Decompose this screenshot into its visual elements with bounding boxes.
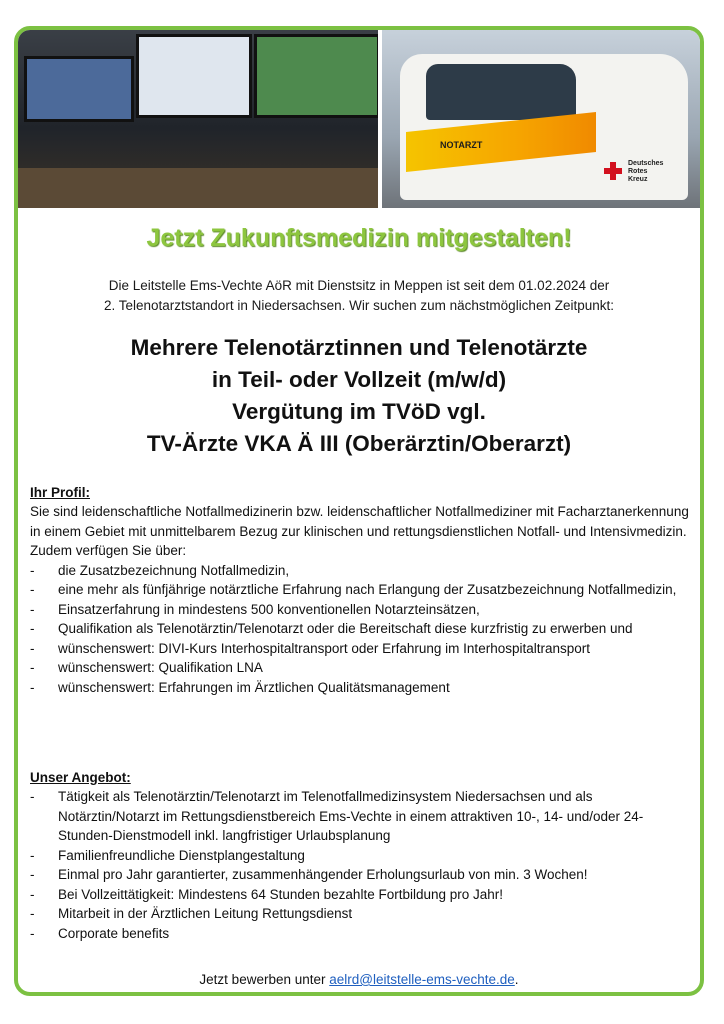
intro-text [38,276,680,316]
offer-section [30,768,690,943]
list-item: - wünschenswert: DIVI-Kurs Interhospitaltransport oder Erfahrung im Interhospitaltransport [30,640,590,656]
intro-line-2: 2. Telenotarztstandort in Niedersachsen. Wir suchen zum nächstmöglichen Zeitpunkt: [103,298,614,313]
list-item: - Familienfreundliche Dienstplangestaltung [30,847,305,863]
job-title-line-3: Vergütung im TVöD vgl. [232,399,486,424]
desk [18,168,378,208]
apply-footer [18,972,700,987]
email-link[interactable]: aelrd@leitstelle-ems-vechte.de [329,972,515,987]
monitor-3 [254,34,378,118]
headline: Jetzt Zukunftsmedizin mitgestalten! [146,224,572,252]
ambulance-photo [382,30,700,208]
job-title-line-1: Mehrere Telenotärztinnen und Telenotärzte [130,335,588,360]
monitor-2 [136,34,252,118]
profile-text: Sie sind leidenschaftliche Notfallmedizinerin bzw. leidenschaftlicher Notfallmediziner mit Facharztanerkennung in einem Gebiet mit unmittelbarem Bezug zur klinischen und rettungsdienstlichen Notfall- und Intensivmedizin. Zudem verfügen Sie über: [30,504,689,558]
list-item: - Einmal pro Jahr garantierter, zusammenhängender Erholungsurlaub von min. 3 Wochen! [30,867,588,882]
list-item: - Corporate benefits [30,925,170,941]
offer-heading: Unser Angebot: [30,770,131,785]
profile-list [30,561,690,698]
list-item: - Tätigkeit als Telenotärztin/Telenotarzt im Telenotfallmedizinsystem Niedersachsen und als Notärztin/Notarzt im Rettungsdienstbereich Ems-Vechte in einem attraktiven 10-, 14- und/oder 24-Stunden-Dienstmodell inkl. langfristiger Urlaubsplanung [30,789,644,843]
dispatch-center-photo [18,30,378,208]
red-cross-icon [604,162,622,180]
list-item: - die Zusatzbezeichnung Notfallmedizin, [30,562,290,578]
job-title-line-4: TV-Ärzte VKA Ä III (Oberärztin/Oberarzt) [146,431,572,456]
van-label: NOTARZT [440,140,483,150]
poster-frame [14,26,704,996]
profile-heading: Ihr Profil: [30,485,90,500]
apply-prefix: Jetzt bewerben unter [199,972,330,987]
list-item: - eine mehr als fünfjährige notärztliche Erfahrung nach Erlangung der Zusatzbezeichnung Notfallmedizin, [30,582,677,597]
profile-section [30,483,690,697]
job-title-line-2: in Teil- oder Vollzeit (m/w/d) [211,367,507,392]
monitor-1 [24,56,134,122]
list-item: - wünschenswert: Erfahrungen im Ärztlichen Qualitätsmanagement [30,679,450,695]
list-item: - Einsatzerfahrung in mindestens 500 konventionellen Notarzteinsätzen, [30,601,480,617]
list-item: - Bei Vollzeittätigkeit: Mindestens 64 Stunden bezahlte Fortbildung pro Jahr! [30,886,504,902]
list-item: - Qualifikation als Telenotärztin/Telenotarzt oder die Bereitschaft diese kurzfristig zu erwerben und [30,621,633,636]
list-item: - wünschenswert: Qualifikation LNA [30,660,263,675]
header-photos [18,30,700,208]
offer-list [30,787,690,943]
job-title [18,332,700,460]
intro-line-1: Die Leitstelle Ems-Vechte AöR mit Dienstsitz in Meppen ist seit dem 01.02.2024 der [108,278,610,293]
apply-suffix: . [514,972,519,987]
drk-label: Deutsches Rotes Kreuz [628,160,664,183]
list-item: - Mitarbeit in der Ärztlichen Leitung Rettungsdienst [30,906,353,921]
van-windshield [426,64,576,120]
